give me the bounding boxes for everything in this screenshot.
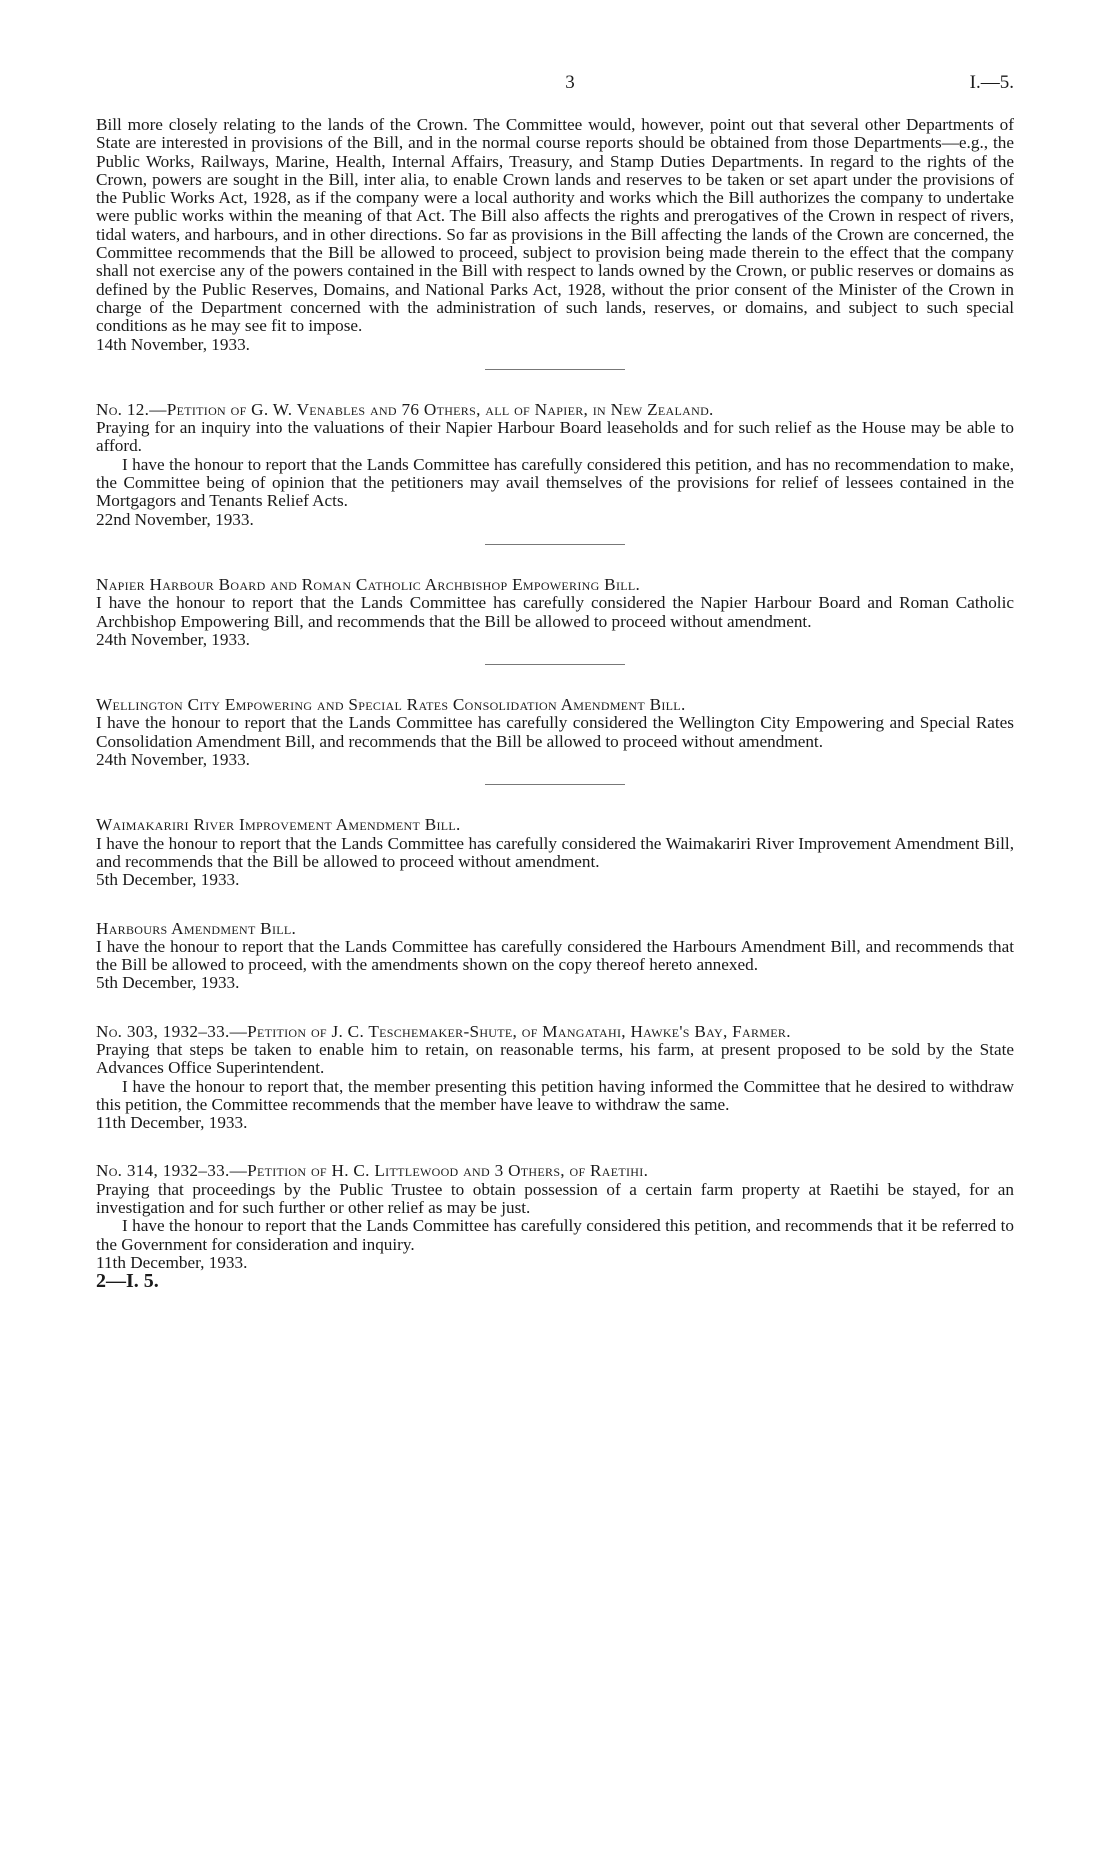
section-heading-waimakariri-bill: Waimakariri River Improvement Amendment Bill.	[96, 815, 461, 835]
section-heading-harbours-amendment-bill: Harbours Amendment Bill.	[96, 918, 297, 938]
section-heading-napier-harbour-bill: Napier Harbour Board and Roman Catholic Archbishop Empowering Bill.	[96, 574, 641, 594]
spacer	[96, 1132, 1014, 1162]
praying-paragraph: Praying that proceedings by the Public Trustee to obtain possession of a certain farm property at Raetihi be stayed, for an investigation and for such further or other relief as may be just.	[96, 1179, 1014, 1218]
report-date: 11th December, 1933.	[96, 1113, 248, 1133]
praying-paragraph: Praying that steps be taken to enable him to retain, on reasonable terms, his farm, at present proposed to be sold by the State Advances Office Superintendent.	[96, 1039, 1014, 1078]
page-number: 3	[565, 72, 575, 93]
document-reference: I.—5.	[969, 72, 1014, 93]
page-content	[96, 116, 1014, 1291]
report-date: 24th November, 1933.	[96, 750, 250, 770]
report-paragraph: I have the honour to report that the Lands Committee has carefully considered the Waimakariri River Improvement Amendment Bill, and recommends that the Bill be allowed to proceed without amendment.	[96, 833, 1014, 871]
section-heading-venables-petition: No. 12.—Petition of G. W. Venables and 76 Others, all of Napier, in New Zealand.	[96, 399, 714, 419]
report-paragraph: I have the honour to report that the Lands Committee has carefully considered the Wellington City Empowering and Special Rates Consolidation Amendment Bill, and recommends that the Bill be allowed to proceed without amendment.	[96, 713, 1014, 751]
report-paragraph: I have the honour to report that the Lands Committee has carefully considered this petition, and has no recommendation to make, the Committee being of opinion that the petitioners may avail themselves of the provisions for relief of lessees contained in the Mortgagors and Tenants Relief Acts.	[96, 454, 1014, 511]
report-paragraph: I have the honour to report that the Lands Committee has carefully considered this petition, and recommends that it be referred to the Government for consideration and inquiry.	[96, 1216, 1014, 1254]
report-date: 5th December, 1933.	[96, 973, 240, 993]
spacer	[96, 890, 1014, 920]
report-paragraph: I have the honour to report that, the member presenting this petition having informed the Committee that he desired to withdraw this petition, the Committee recommends that the member have leave to withdraw the same.	[96, 1076, 1014, 1114]
section-heading-teschemaker-shute-petition: No. 303, 1932–33.—Petition of J. C. Teschemaker-Shute, of Mangatahi, Hawke's Bay, Farmer.	[96, 1021, 791, 1041]
spacer	[96, 993, 1014, 1023]
report-date: 5th December, 1933.	[96, 870, 240, 890]
section-divider	[485, 369, 625, 370]
report-paragraph: I have the honour to report that the Lands Committee has carefully considered the Napier Harbour Board and Roman Catholic Archbishop Empowering Bill, and recommends that the Bill be allowed to proceed without amendment.	[96, 593, 1014, 631]
intro-paragraph: Bill more closely relating to the lands of the Crown. The Committee would, however, point out that several other Departments of State are interested in provisions of the Bill, and in the normal course reports should be obtained from those Departments—e.g., the Public Works, Railways, Marine, Health, Internal Affairs, Treasury, and Stamp Duties Departments. In regard to the rights of the Crown, powers are sought in the Bill, inter alia, to enable Crown lands and reserves to be taken or set apart under the provisions of the Public Works Act, 1928, as if the company were a local authority and works which the Bill authorizes the company to undertake were public works within the meaning of that Act. The Bill also affects the rights and prerogatives of the Crown in respect of rivers, tidal waters, and harbours, and in other directions. So far as provisions in the Bill affecting the lands of the Crown are concerned, the Committee recommends that the Bill be allowed to proceed, subject to provision being made therein to the effect that the company shall not exercise any of the powers contained in the Bill with respect to lands owned by the Crown, or public reserves or domains as defined by the Public Reserves, Domains, and National Parks Act, 1928, without the prior consent of the Minister of the Crown in charge of the Department concerned with the administration of such lands, reserves, or domains, and subject to such special conditions as he may see fit to impose.	[96, 115, 1014, 336]
section-divider	[485, 784, 625, 785]
praying-paragraph: Praying for an inquiry into the valuations of their Napier Harbour Board leaseholds and for such relief as the House may be able to afford.	[96, 418, 1014, 456]
section-heading-littlewood-petition: No. 314, 1932–33.—Petition of H. C. Littlewood and 3 Others, of Raetihi.	[96, 1161, 649, 1181]
report-paragraph: I have the honour to report that the Lands Committee has carefully considered the Harbours Amendment Bill, and recommends that the Bill be allowed to proceed, with the amendments shown on the copy thereof hereto annexed.	[96, 936, 1014, 975]
report-date: 11th December, 1933.	[96, 1252, 248, 1272]
section-divider	[485, 544, 625, 545]
section-divider	[485, 664, 625, 665]
page-signature: 2—I. 5.	[96, 1270, 159, 1293]
report-date: 22nd November, 1933.	[96, 509, 254, 529]
section-heading-wellington-city-bill: Wellington City Empowering and Special Rates Consolidation Amendment Bill.	[96, 695, 686, 715]
report-date: 24th November, 1933.	[96, 629, 250, 649]
intro-date: 14th November, 1933.	[96, 334, 250, 354]
